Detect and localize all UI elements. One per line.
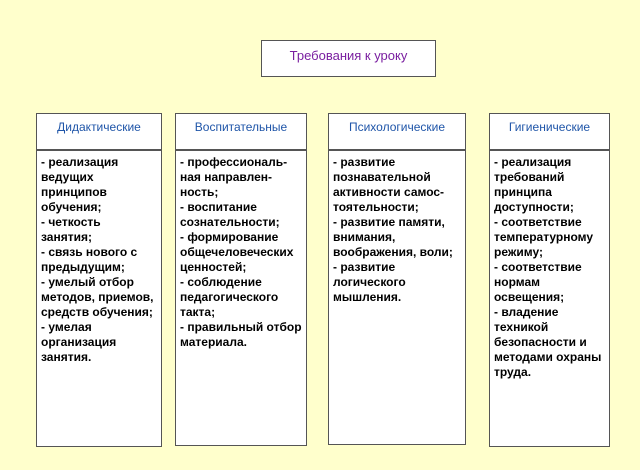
requirement-line: методами охраны bbox=[494, 350, 602, 364]
requirement-line: педагогического bbox=[180, 290, 279, 304]
column-heading-psychological: Психологические bbox=[328, 113, 466, 150]
requirement-line: - соответствие bbox=[494, 260, 582, 274]
requirement-line: общечеловеческих bbox=[180, 245, 294, 259]
requirement-line: организация bbox=[41, 335, 117, 349]
requirement-line: - соблюдение bbox=[180, 275, 262, 289]
requirement-line: - соответствие bbox=[494, 215, 582, 229]
requirement-line: сознательности; bbox=[180, 215, 280, 229]
requirement-line: - реализация bbox=[41, 155, 119, 169]
requirement-line: - умелая bbox=[41, 320, 92, 334]
requirement-line: принципа bbox=[494, 185, 552, 199]
diagram-title: Требования к уроку bbox=[261, 40, 436, 77]
requirement-line: - воспитание bbox=[180, 200, 257, 214]
requirement-line: освещения; bbox=[494, 290, 565, 304]
column-heading-hygienic: Гигиенические bbox=[489, 113, 610, 150]
requirement-line: режиму; bbox=[494, 245, 543, 259]
requirement-line: техникой bbox=[494, 320, 549, 334]
requirement-line: - развитие bbox=[333, 260, 396, 274]
column-heading-educational: Воспитательные bbox=[175, 113, 307, 150]
requirement-line: воображения, воли; bbox=[333, 245, 453, 259]
requirement-line: ведущих bbox=[41, 170, 94, 184]
requirement-line: температурному bbox=[494, 230, 594, 244]
requirement-line: доступности; bbox=[494, 200, 574, 214]
requirement-line: - формирование bbox=[180, 230, 279, 244]
requirement-line: - развитие bbox=[333, 155, 396, 169]
requirement-line: - профессиональ- bbox=[180, 155, 288, 169]
requirement-line: логического bbox=[333, 275, 406, 289]
requirement-line: - правильный отбор bbox=[180, 320, 302, 334]
requirement-line: внимания, bbox=[333, 230, 396, 244]
requirement-line: нормам bbox=[494, 275, 541, 289]
requirement-line: обучения; bbox=[41, 200, 102, 214]
requirement-line: средств обучения; bbox=[41, 305, 153, 319]
requirement-line: труда. bbox=[494, 365, 532, 379]
column-body-psychological bbox=[328, 150, 466, 445]
requirement-line: - умелый отбор bbox=[41, 275, 134, 289]
requirement-line: тоятельности; bbox=[333, 200, 419, 214]
requirement-line: ность; bbox=[180, 185, 219, 199]
requirement-line: безопасности и bbox=[494, 335, 587, 349]
requirement-line: активности самос- bbox=[333, 185, 445, 199]
requirement-line: познавательной bbox=[333, 170, 431, 184]
column-body-educational bbox=[175, 150, 307, 446]
requirement-line: методов, приемов, bbox=[41, 290, 154, 304]
requirement-line: - владение bbox=[494, 305, 559, 319]
column-body-hygienic bbox=[489, 150, 610, 447]
requirement-line: мышления. bbox=[333, 290, 402, 304]
column-heading-didactic: Дидактические bbox=[36, 113, 162, 150]
requirement-line: принципов bbox=[41, 185, 107, 199]
requirement-line: занятия. bbox=[41, 350, 92, 364]
requirement-line: - связь нового с bbox=[41, 245, 138, 259]
requirement-line: - четкость bbox=[41, 215, 101, 229]
requirement-line: - развитие памяти, bbox=[333, 215, 445, 229]
requirement-line: - реализация bbox=[494, 155, 572, 169]
requirement-line: предыдущим; bbox=[41, 260, 125, 274]
requirement-line: материала. bbox=[180, 335, 247, 349]
requirement-line: занятия; bbox=[41, 230, 92, 244]
requirement-line: ценностей; bbox=[180, 260, 247, 274]
requirement-line: ная направлен- bbox=[180, 170, 273, 184]
requirement-line: требований bbox=[494, 170, 565, 184]
column-body-didactic bbox=[36, 150, 162, 447]
requirement-line: такта; bbox=[180, 305, 216, 319]
